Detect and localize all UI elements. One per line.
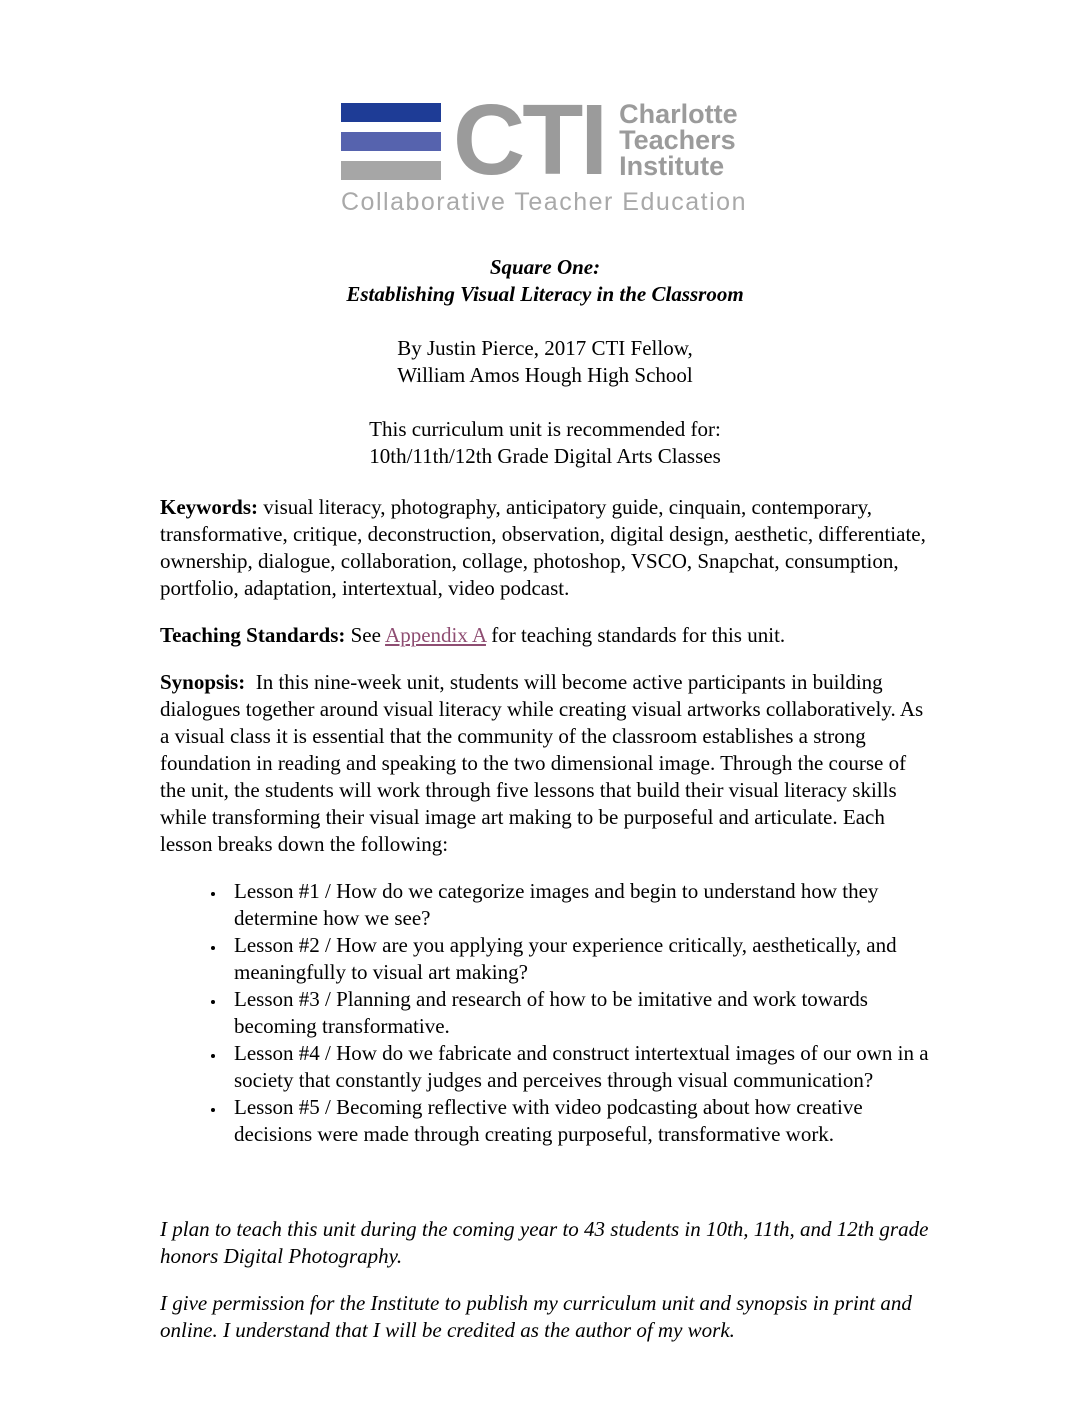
logo-org-name-line2: Teachers — [619, 125, 736, 155]
byline-school: William Amos Hough High School — [397, 363, 693, 387]
recommendation — [160, 416, 930, 470]
lesson-item-1: • Lesson #1 / How do we categorize images and begin to understand how they determine how we see? — [226, 878, 930, 932]
byline-author: By Justin Pierce, 2017 CTI Fellow, — [397, 336, 693, 360]
unit-title-line2: Establishing Visual Literacy in the Classroom — [346, 282, 744, 306]
byline — [160, 335, 930, 389]
lesson-item-2: • Lesson #2 / How are you applying your experience critically, aesthetically, and meaningfully to visual art making? — [226, 932, 930, 986]
logo-org-name-line1: Charlotte — [619, 99, 738, 129]
synopsis-label: Synopsis: — [160, 670, 246, 694]
keywords-label: Keywords: — [160, 495, 258, 519]
teaching-standards-label: Teaching Standards: — [160, 623, 346, 647]
logo-bar-2 — [341, 132, 441, 151]
synopsis-text: In this nine-week unit, students will become active participants in building dialogues together around visual literacy while creating visual artworks collaboratively. As a visual class it is essential that the community of the classroom establishes a strong foundation in reading and speaking to the two dimensional image. Through the course of the unit, the students will work through five lessons that build their visual literacy skills while transforming their visual image art making to be purposeful and articulate. Each lesson breaks down the following: — [160, 670, 924, 856]
teaching-standards-pre: See — [345, 623, 386, 647]
logo-org-name — [619, 101, 738, 179]
logo-bars-icon — [341, 103, 441, 180]
unit-title — [160, 254, 930, 308]
cti-logo-top — [341, 84, 747, 196]
keywords-paragraph — [160, 494, 930, 602]
appendix-a-link[interactable]: Appendix A — [385, 623, 486, 647]
lesson-item-4: • Lesson #4 / How do we fabricate and construct intertextual images of our own in a society that constantly judges and perceives through visual communication? — [226, 1040, 930, 1094]
synopsis-paragraph — [160, 669, 930, 858]
teaching-standards-paragraph — [160, 622, 930, 649]
teaching-standards-post: for teaching standards for this unit. — [485, 623, 786, 647]
logo-bar-3 — [341, 161, 441, 180]
permission-note: I give permission for the Institute to publish my curriculum unit and synopsis in print and online. I understand that I will be credited as the author of my work. — [160, 1291, 912, 1342]
recommendation-line1: This curriculum unit is recommended for: — [369, 417, 721, 441]
keywords-text: visual literacy, photography, anticipatory guide, cinquain, contemporary, transformative, critique, deconstruction, observation, digital design, aesthetic, differentiate, ownership, dialogue, collaboration, collage, photoshop, VSCO, Snapchat, consumption, portfolio, adaptation, intertextual, video podcast. — [160, 495, 926, 600]
unit-title-line1: Square One: — [489, 255, 601, 279]
document-content — [0, 254, 1088, 1344]
recommendation-line2: 10th/11th/12th Grade Digital Arts Classes — [369, 444, 721, 468]
lesson-item-5: • Lesson #5 / Becoming reflective with video podcasting about how creative decisions were made through creating purposeful, transformative work. — [226, 1094, 930, 1148]
teaching-plan-note: I plan to teach this unit during the coming year to 43 students in 10th, 11th, and 12th grade honors Digital Photography. — [160, 1217, 929, 1268]
logo-org-name-line3: Institute — [619, 151, 725, 181]
logo-cti-letters: CTI — [453, 84, 606, 196]
lesson-item-3: • Lesson #3 / Planning and research of how to be imitative and work towards becoming transformative. — [226, 986, 930, 1040]
logo-tagline: Collaborative Teacher Education — [341, 188, 747, 216]
lesson-list — [160, 878, 930, 1148]
logo-bar-1 — [341, 103, 441, 122]
cti-logo — [341, 0, 747, 216]
